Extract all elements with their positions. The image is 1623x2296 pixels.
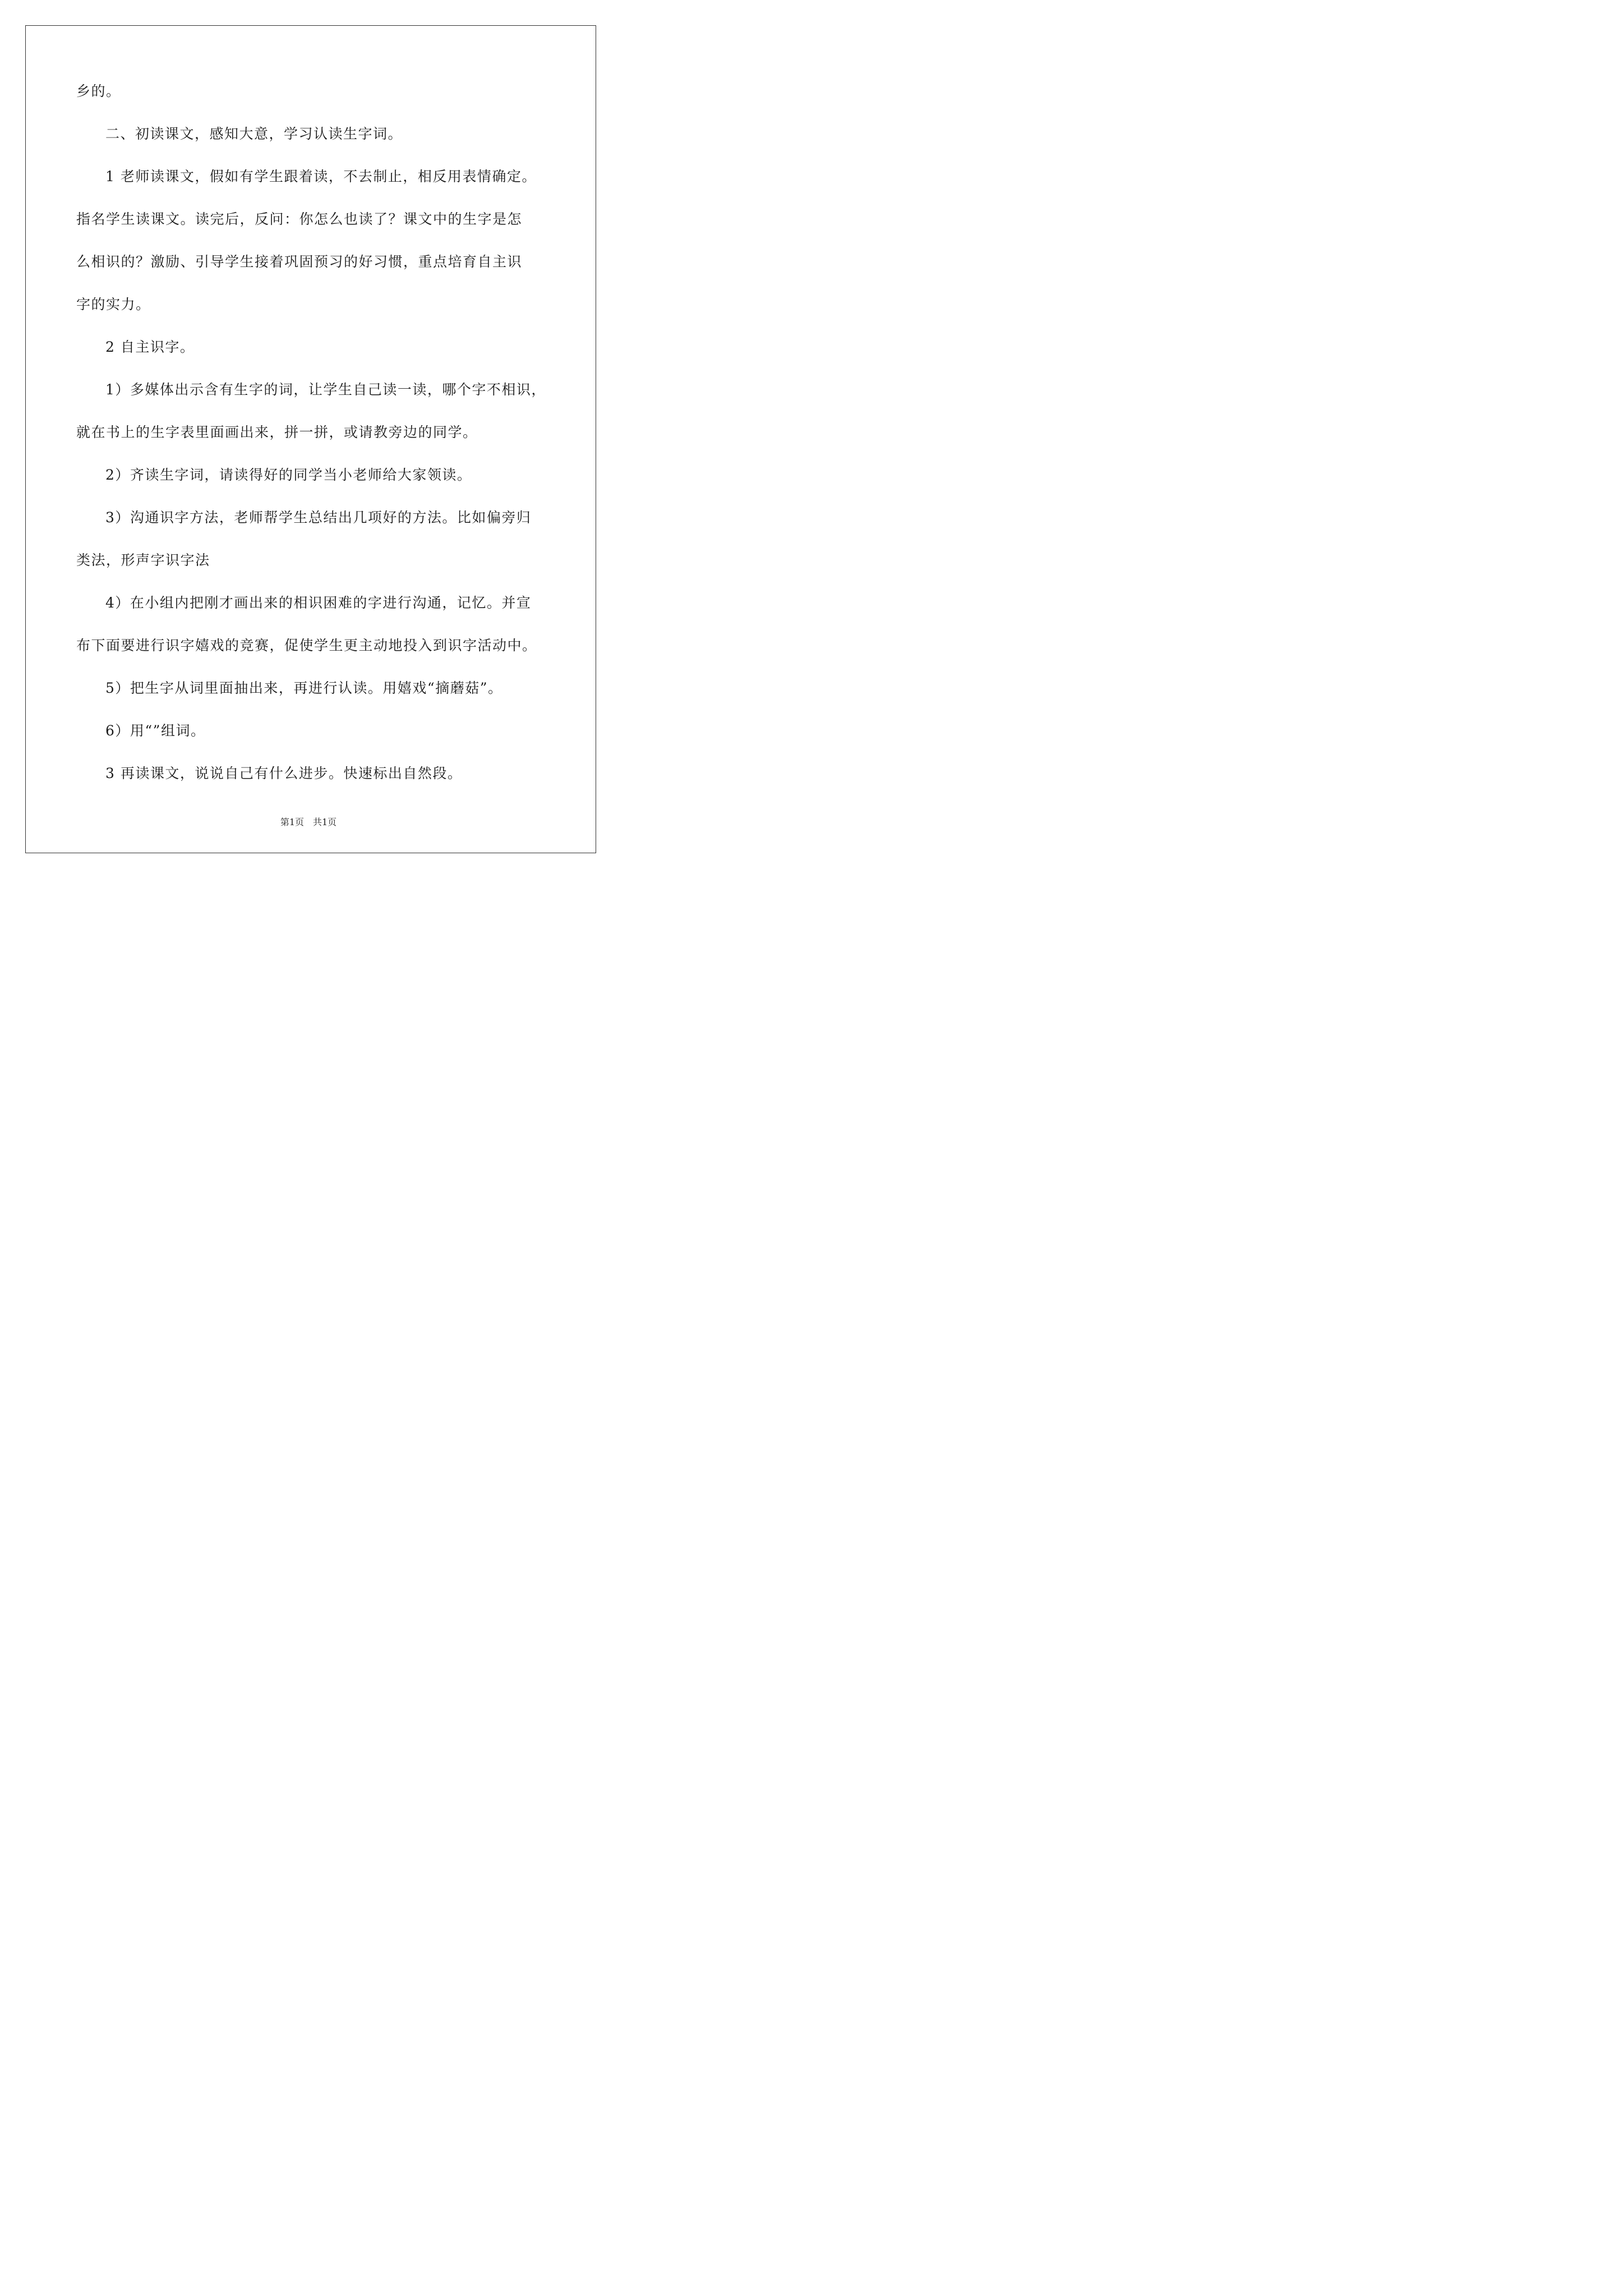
text-line: 就在书上的生字表里面画出来，拼一拼，或请教旁边的同学。 — [76, 424, 478, 440]
text-line: 6）用“”组词。 — [105, 723, 206, 739]
text-line: 4）在小组内把刚才画出来的相识困难的字进行沟通，记忆。并宣 — [105, 595, 532, 611]
text-line: 1）多媒体出示含有生字的词，让学生自己读一读，哪个字不相识， — [105, 381, 546, 398]
section-heading: 二、初读课文，感知大意，学习认读生字词。 — [105, 126, 403, 142]
text-line: 3）沟通识字方法，老师帮学生总结出几项好的方法。比如偏旁归 — [105, 509, 532, 526]
text-line: 指名学生读课文。读完后，反问：你怎么也读了？课文中的生字是怎 — [76, 211, 523, 227]
text-line: 5）把生字从词里面抽出来，再进行认读。用嬉戏“摘蘑菇”。 — [105, 680, 503, 696]
text-line: 类法，形声字识字法 — [76, 552, 210, 568]
page-footer: 第1页 共1页 — [280, 817, 337, 827]
text-line: 1 老师读课文，假如有学生跟着读，不去制止，相反用表情确定。 — [105, 168, 537, 185]
text-line: 乡的。 — [76, 83, 121, 99]
text-line: 布下面要进行识字嬉戏的竞赛，促使学生更主动地投入到识字活动中。 — [76, 637, 537, 654]
text-line: 2 自主识字。 — [105, 339, 195, 355]
text-line: 2）齐读生字词，请读得好的同学当小老师给大家领读。 — [105, 467, 472, 483]
text-line: 3 再读课文，说说自己有什么进步。快速标出自然段。 — [105, 765, 463, 781]
text-line: 么相识的？激励、引导学生接着巩固预习的好习惯，重点培育自主识 — [76, 254, 523, 270]
text-line: 字的实力。 — [76, 296, 151, 312]
